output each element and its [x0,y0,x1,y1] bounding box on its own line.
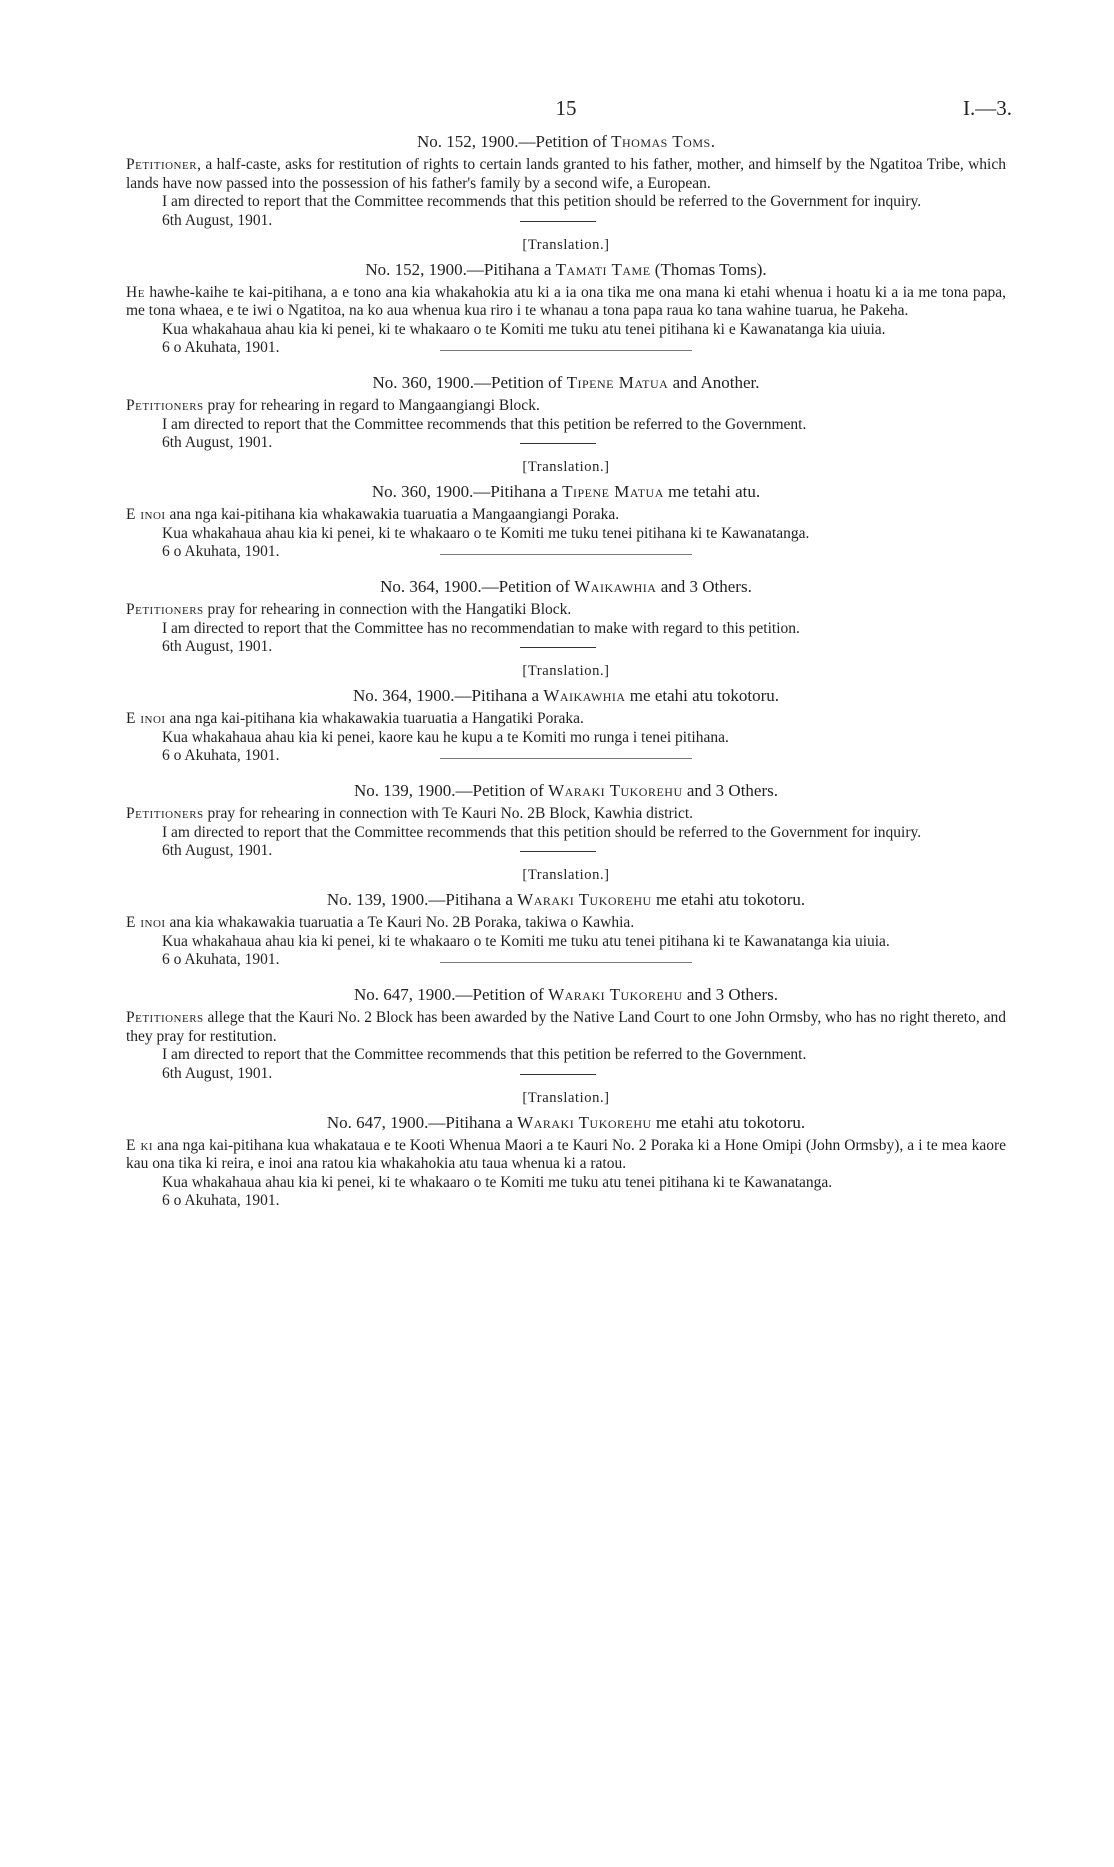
separator-rule [520,221,596,222]
petition-title: No. 139, 1900.—Petition of Waraki Tukorehu and 3 Others. [353,781,778,800]
separator-rule [520,851,596,852]
petition-section [126,985,1006,1085]
report-date: 6 o Akuhata, 1901. [126,951,1006,971]
report-date: 6th August, 1901. [126,842,1006,862]
page-header [126,96,1012,130]
petition-summary: E ki ana nga kai-pitihana kua whakataua e te Kooti Whenua Maori a te Kauri No. 2 Poraka ki a Hone Omipi (John Ormsby), a i te mea kaore kau ona tika ki reira, e inoi ana ratou kia whakahokia atu taua whenua ki a ratou. [126,1136,1007,1172]
petition-title: No. 360, 1900.—Pitihana a Tipene Matua me tetahi atu. [371,482,761,501]
separator-rule [520,1074,596,1075]
petition-title: No. 364, 1900.—Petition of Waikawhia and 3 Others. [380,577,752,596]
petition-title: No. 360, 1900.—Petition of Tipene Matua and Another. [372,373,760,392]
translation-label: [Translation.] [522,663,610,679]
document-page [126,96,1012,1212]
petition-summary: Petitioner, a half-caste, asks for restitution of rights to certain lands granted to his father, mother, and himself by the Ngatitoa Tribe, which lands have now passed into the possession of his father's family by a second wife, a European. [126,156,1006,192]
petition-title: No. 139, 1900.—Pitihana a Waraki Tukorehu me etahi atu tokotoru. [326,890,806,909]
committee-report: Kua whakahaua ahau kia ki penei, ki te whakaaro o te Komiti me tuku atu tenei pitihana ki te Kawanatanga. [162,1173,833,1191]
report-date: 6 o Akuhata, 1901. [126,747,1006,767]
committee-report: Kua whakahaua ahau kia ki penei, ki te whakaaro o te Komiti me tuku atu tenei pitihana ki e Kawanatanga kia uiuia. [162,320,886,338]
report-date: 6 o Akuhata, 1901. [126,339,1006,359]
translation-label: [Translation.] [522,236,610,253]
petition-section [126,132,1006,232]
committee-report: I am directed to report that the Committee has no recommendatian to make with regard to this petition. [162,619,800,637]
separator-rule [440,554,692,555]
petition-section [126,781,1006,862]
report-date: 6 o Akuhata, 1901. [162,1192,280,1209]
petition-summary: E inoi ana nga kai-pitihana kia whakawakia tuaruatia a Hangatiki Poraka. [126,710,584,727]
separator-rule [520,647,596,648]
report-date: 6th August, 1901. [126,638,1006,658]
report-date: 6th August, 1901. [126,212,1006,232]
petition-title: No. 152, 1900.—Petition of Thomas Toms. [417,132,715,151]
report-date: 6th August, 1901. [126,434,1006,454]
committee-report: Kua whakahaua ahau kia ki penei, kaore kau he kupu a te Komiti mo runga i tenei pitihana. [162,728,729,746]
translation-section [126,236,1006,360]
committee-report: I am directed to report that the Committee recommends that this petition be referred to the Government. [162,415,807,433]
committee-report: Kua whakahaua ahau kia ki penei, ki te whakaaro o te Komiti me tuku atu tenei pitihana ki te Kawanatanga kia uiuia. [162,932,890,950]
translation-section [126,458,1006,563]
petition-summary: Petitioners pray for rehearing in connection with the Hangatiki Block. [126,601,572,618]
translation-label: [Translation.] [522,1089,610,1106]
separator-rule [440,758,692,759]
page-number: 15 [555,96,577,120]
translation-label: [Translation.] [522,459,610,475]
translation-section [126,1089,1006,1213]
paper-reference: I.—3. [963,96,1012,120]
petition-summary: Petitioners allege that the Kauri No. 2 Block has been awarded by the Native Land Court to one John Ormsby, who has no right thereto, and they pray for restitution. [126,1009,1006,1045]
report-date: 6 o Akuhata, 1901. [126,543,1006,563]
petition-summary: E inoi ana kia whakawakia tuaruatia a Te Kauri No. 2B Poraka, takiwa o Kawhia. [126,914,635,931]
committee-report: I am directed to report that the Committee recommends that this petition should be referred to the Government for inquiry. [162,193,922,210]
petition-title: No. 152, 1900.—Pitihana a Tamati Tame (Thomas Toms). [365,259,767,279]
petition-summary: Petitioners pray for rehearing in connection with Te Kauri No. 2B Block, Kawhia district. [126,805,694,822]
translation-section [126,662,1006,767]
petition-title: No. 364, 1900.—Pitihana a Waikawhia me etahi atu tokotoru. [353,686,779,705]
petition-summary: E inoi ana nga kai-pitihana kia whakawakia tuaruatia a Mangaangiangi Poraka. [126,506,620,523]
separator-rule [440,962,692,963]
separator-rule [520,443,596,444]
petition-section [126,373,1006,454]
committee-report: I am directed to report that the Committee recommends that this petition should be referred to the Government for inquiry. [162,823,922,841]
separator-rule [440,350,692,351]
petition-summary: He hawhe-kaihe te kai-pitihana, a e tono ana kia whakahokia atu ki a ia ona tika me ona mana ki etahi whenua i hoatu ki a ia me tona papa, me tona whaea, e te iwi o Ngatitoa, na ko aua whenua kua riro i te whanau a tona papa raua ko tana wahine tuarua, he Pakeha. [126,283,1006,319]
committee-report: I am directed to report that the Committee recommends that this petition be referred to the Government. [162,1046,807,1063]
petition-summary: Petitioners pray for rehearing in regard to Mangaangiangi Block. [126,397,540,414]
petition-title: No. 647, 1900.—Pitihana a Waraki Tukorehu me etahi atu tokotoru. [326,1112,806,1132]
petition-section [126,577,1006,658]
translation-label: [Translation.] [522,867,610,883]
translation-section [126,866,1006,971]
report-date: 6th August, 1901. [126,1065,1006,1085]
committee-report: Kua whakahaua ahau kia ki penei, ki te whakaaro o te Komiti me tuku tenei pitihana ki te Kawanatanga. [162,524,810,542]
petition-title: No. 647, 1900.—Petition of Waraki Tukorehu and 3 Others. [353,985,778,1004]
